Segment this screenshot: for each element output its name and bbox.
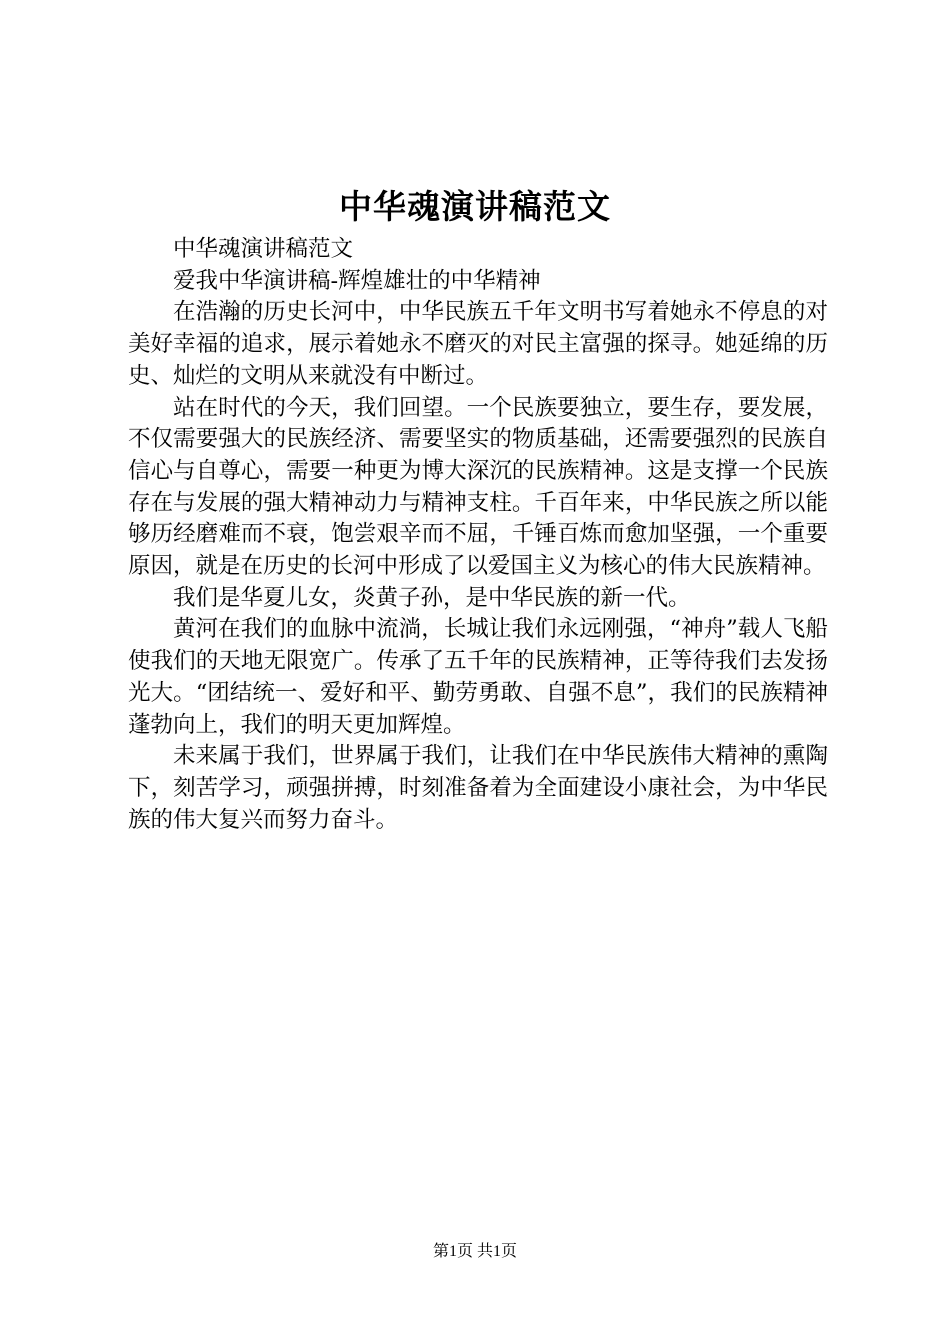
page-footer: 第1页 共1页 [432, 1243, 517, 1260]
document-title: 中华魂演讲稿范文 [339, 187, 611, 226]
subtitle-line: 中华魂演讲稿范文 [173, 236, 354, 262]
body-paragraph: 在浩瀚的历史长河中，中华民族五千年文明书写着她永不停息的对美好幸福的追求，展示着她永不磨灭的对民主富强的探寻。她延绵的历史、灿烂的文明从来就没有中断过。 [128, 299, 828, 389]
body-paragraph: 未来属于我们，世界属于我们，让我们在中华民族伟大精神的熏陶下，刻苦学习，顽强拼搏，时刻准备着为全面建设小康社会，为中华民族的伟大复兴而努力奋斗。 [128, 743, 828, 833]
speech-heading: 爱我中华演讲稿-辉煌雄壮的中华精神 [173, 267, 541, 294]
body-paragraph: 黄河在我们的血脉中流淌，长城让我们永远刚强，“神舟”载人飞船使我们的天地无限宽广。传承了五千年的民族精神，正等待我们去发扬光大。“团结统一、爱好和平、勤劳勇敢、自强不息”，我们的民族精神蓬勃向上，我们的明天更加辉煌。 [128, 616, 828, 738]
document-body [128, 234, 828, 836]
body-paragraph: 我们是华夏儿女，炎黄子孙，是中华民族的新一代。 [173, 584, 691, 611]
body-paragraph: 站在时代的今天，我们回望。一个民族要独立，要生存，要发展，不仅需要强大的民族经济、需要坚实的物质基础，还需要强烈的民族自信心与自尊心，需要一种更为博大深沉的民族精神。这是支撑一个民族存在与发展的强大精神动力与精神支柱。千百年来，中华民族之所以能够历经磨难而不衰，饱尝艰辛而不屈，千锤百炼而愈加坚强，一个重要原因，就是在历史的长河中形成了以爱国主义为核心的伟大民族精神。 [128, 394, 828, 580]
